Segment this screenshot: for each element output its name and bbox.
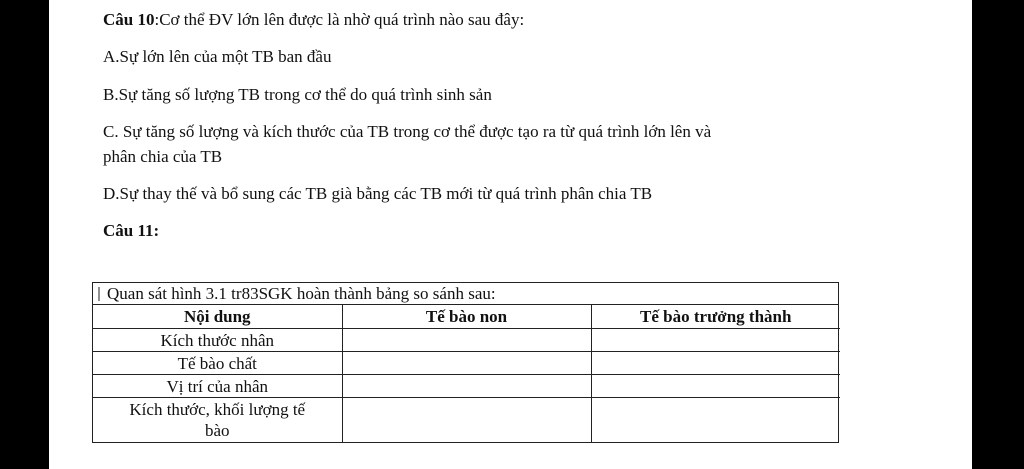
table-caption-text: Quan sát hình 3.1 tr83SGK hoàn thành bảng so sánh sau:	[107, 284, 496, 303]
question10-text: :Cơ thể ĐV lớn lên được là nhờ quá trình nào sau đây:	[154, 10, 525, 29]
table-row	[93, 398, 840, 443]
row-label: Vị trí của nhân	[93, 375, 342, 398]
table-cell	[591, 352, 840, 375]
table-row	[93, 329, 840, 352]
header-cell: Tế bào trưởng thành	[591, 305, 840, 329]
header-cell: Nội dung	[93, 305, 342, 329]
table-row	[93, 352, 840, 375]
caption-marker-icon	[96, 287, 102, 301]
comparison-table	[92, 282, 839, 443]
table-cell	[342, 375, 591, 398]
table-header-row	[93, 305, 840, 329]
option-c-line2: phân chia của TB	[103, 147, 223, 166]
row-label: Tế bào chất	[93, 352, 342, 375]
option-d: D.Sự thay thế và bổ sung các TB già bằng các TB mới từ quá trình phân chia TB	[103, 184, 653, 203]
table-cell	[591, 398, 840, 443]
table-grid	[93, 305, 840, 442]
question11-label: Câu 11:	[103, 221, 160, 240]
table-cell	[591, 329, 840, 352]
table-cell	[342, 329, 591, 352]
header-cell: Tế bào non	[342, 305, 591, 329]
option-c-line1: C. Sự tăng số lượng và kích thước của TB trong cơ thể được tạo ra từ quá trình lớn lên và	[103, 122, 712, 141]
table-caption	[93, 283, 838, 305]
table-row	[93, 375, 840, 398]
row-label: Kích thước, khối lượng tế bào	[93, 398, 342, 443]
option-a: A.Sự lớn lên của một TB ban đầu	[103, 47, 332, 66]
row-label: Kích thước nhân	[93, 329, 342, 352]
table-cell	[342, 398, 591, 443]
table-cell	[342, 352, 591, 375]
option-b: B.Sự tăng số lượng TB trong cơ thể do quá trình sinh sản	[103, 85, 492, 104]
question10-line	[103, 10, 524, 30]
question10-label: Câu 10	[103, 10, 155, 29]
table-cell	[591, 375, 840, 398]
